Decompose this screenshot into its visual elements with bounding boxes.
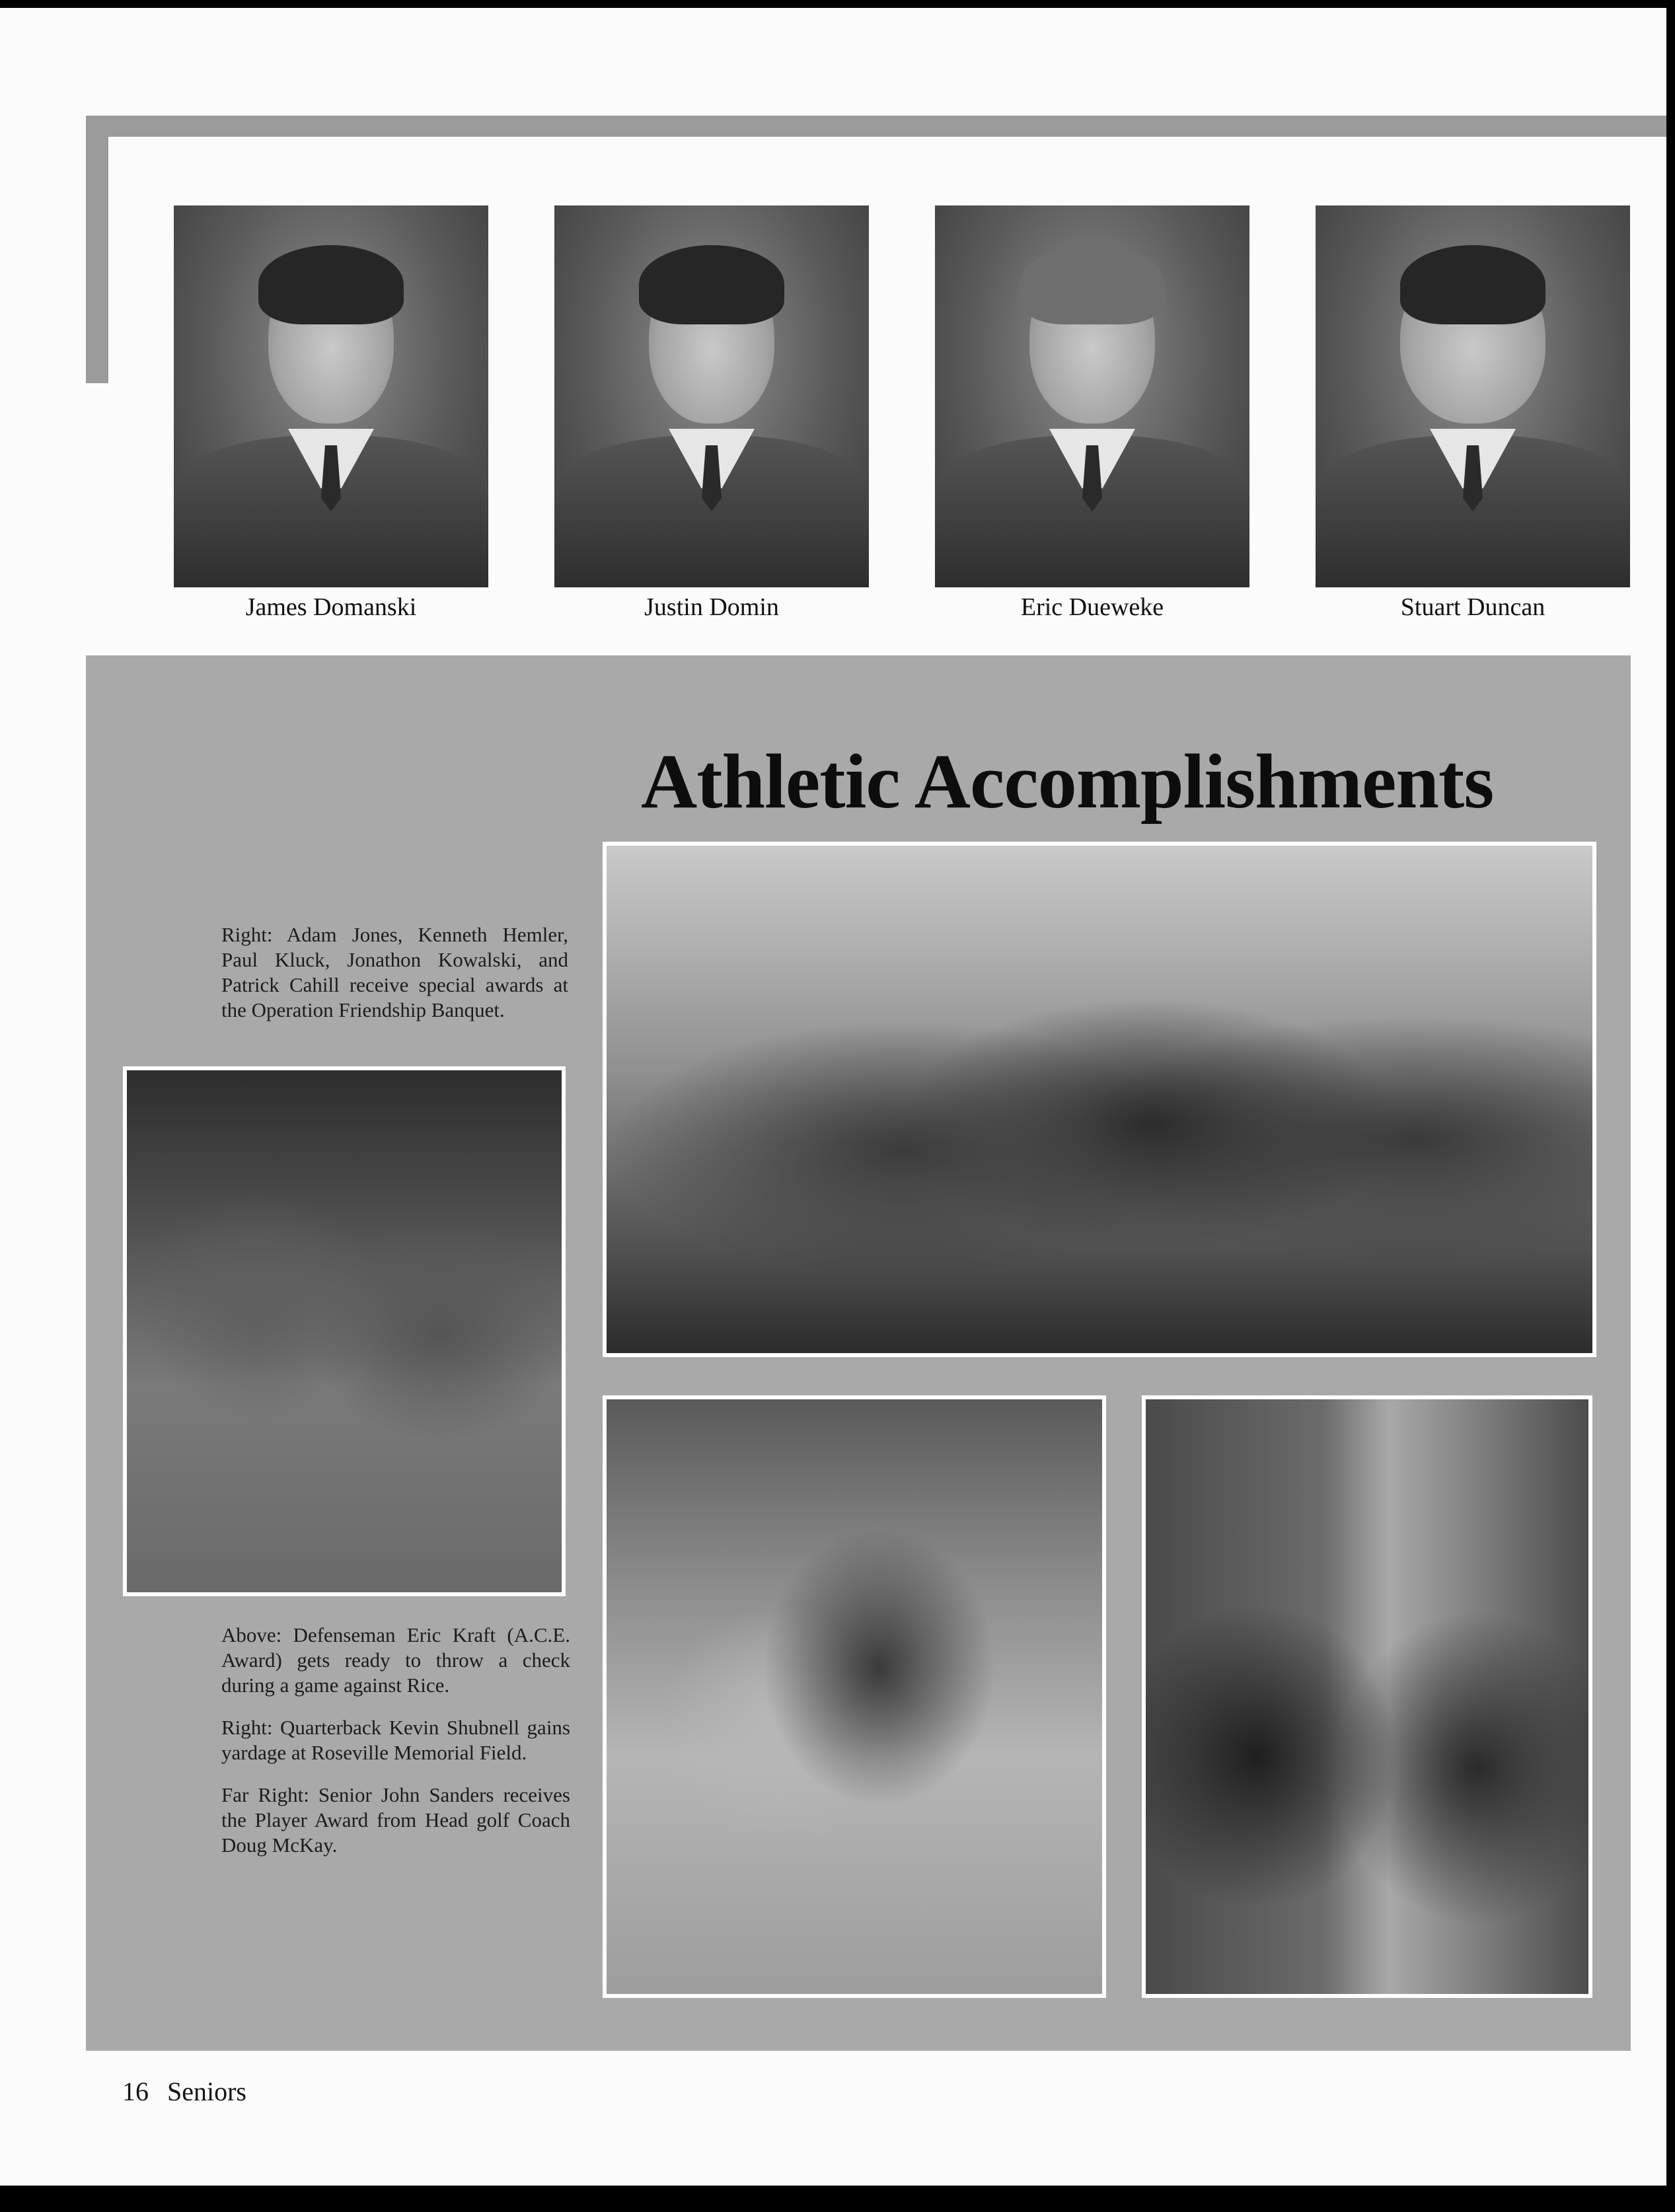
portrait-name: James Domanski [245,593,417,621]
portrait-photo [554,205,869,587]
hair [1400,245,1545,324]
banquet-photo [603,842,1596,1357]
golf-photo [1142,1395,1592,1998]
left-decorative-bar [86,116,108,383]
hair [258,245,404,324]
banquet-caption-text: Right: Adam Jones, Kenneth Hemler, Paul Kluck, Jonathon Kowalski, and Patrick Cahill receive special awards at the Operation Friendship Banquet. [221,923,568,1021]
portrait-photo [1316,205,1630,587]
portrait-name: Stuart Duncan [1400,593,1545,621]
lacrosse-photo [123,1066,566,1596]
portrait-name: Eric Dueweke [1020,593,1164,621]
lacrosse-caption: Above: Defenseman Eric Kraft (A.C.E. Award) gets ready to throw a check during a game against Rice. [221,1623,570,1697]
section-headline: Athletic Accomplishments [641,738,1494,825]
portrait-photo [174,205,488,587]
banquet-caption [221,922,568,1040]
portrait-photo [935,205,1249,587]
photo-captions [221,1623,570,1875]
hair [1020,245,1165,324]
portrait-name: Justin Domin [644,593,779,621]
top-decorative-bar [86,116,1666,137]
football-photo [603,1395,1106,1998]
football-caption: Right: Quarterback Kevin Shubnell gains yardage at Roseville Memorial Field. [221,1716,570,1764]
section-name: Seniors [167,2077,246,2106]
page-number: 16 [122,2077,149,2106]
hair [639,245,784,324]
golf-caption: Far Right: Senior John Sanders receives the Player Award from Head golf Coach Doug McKay. [221,1783,570,1857]
page-footer [122,2076,246,2107]
